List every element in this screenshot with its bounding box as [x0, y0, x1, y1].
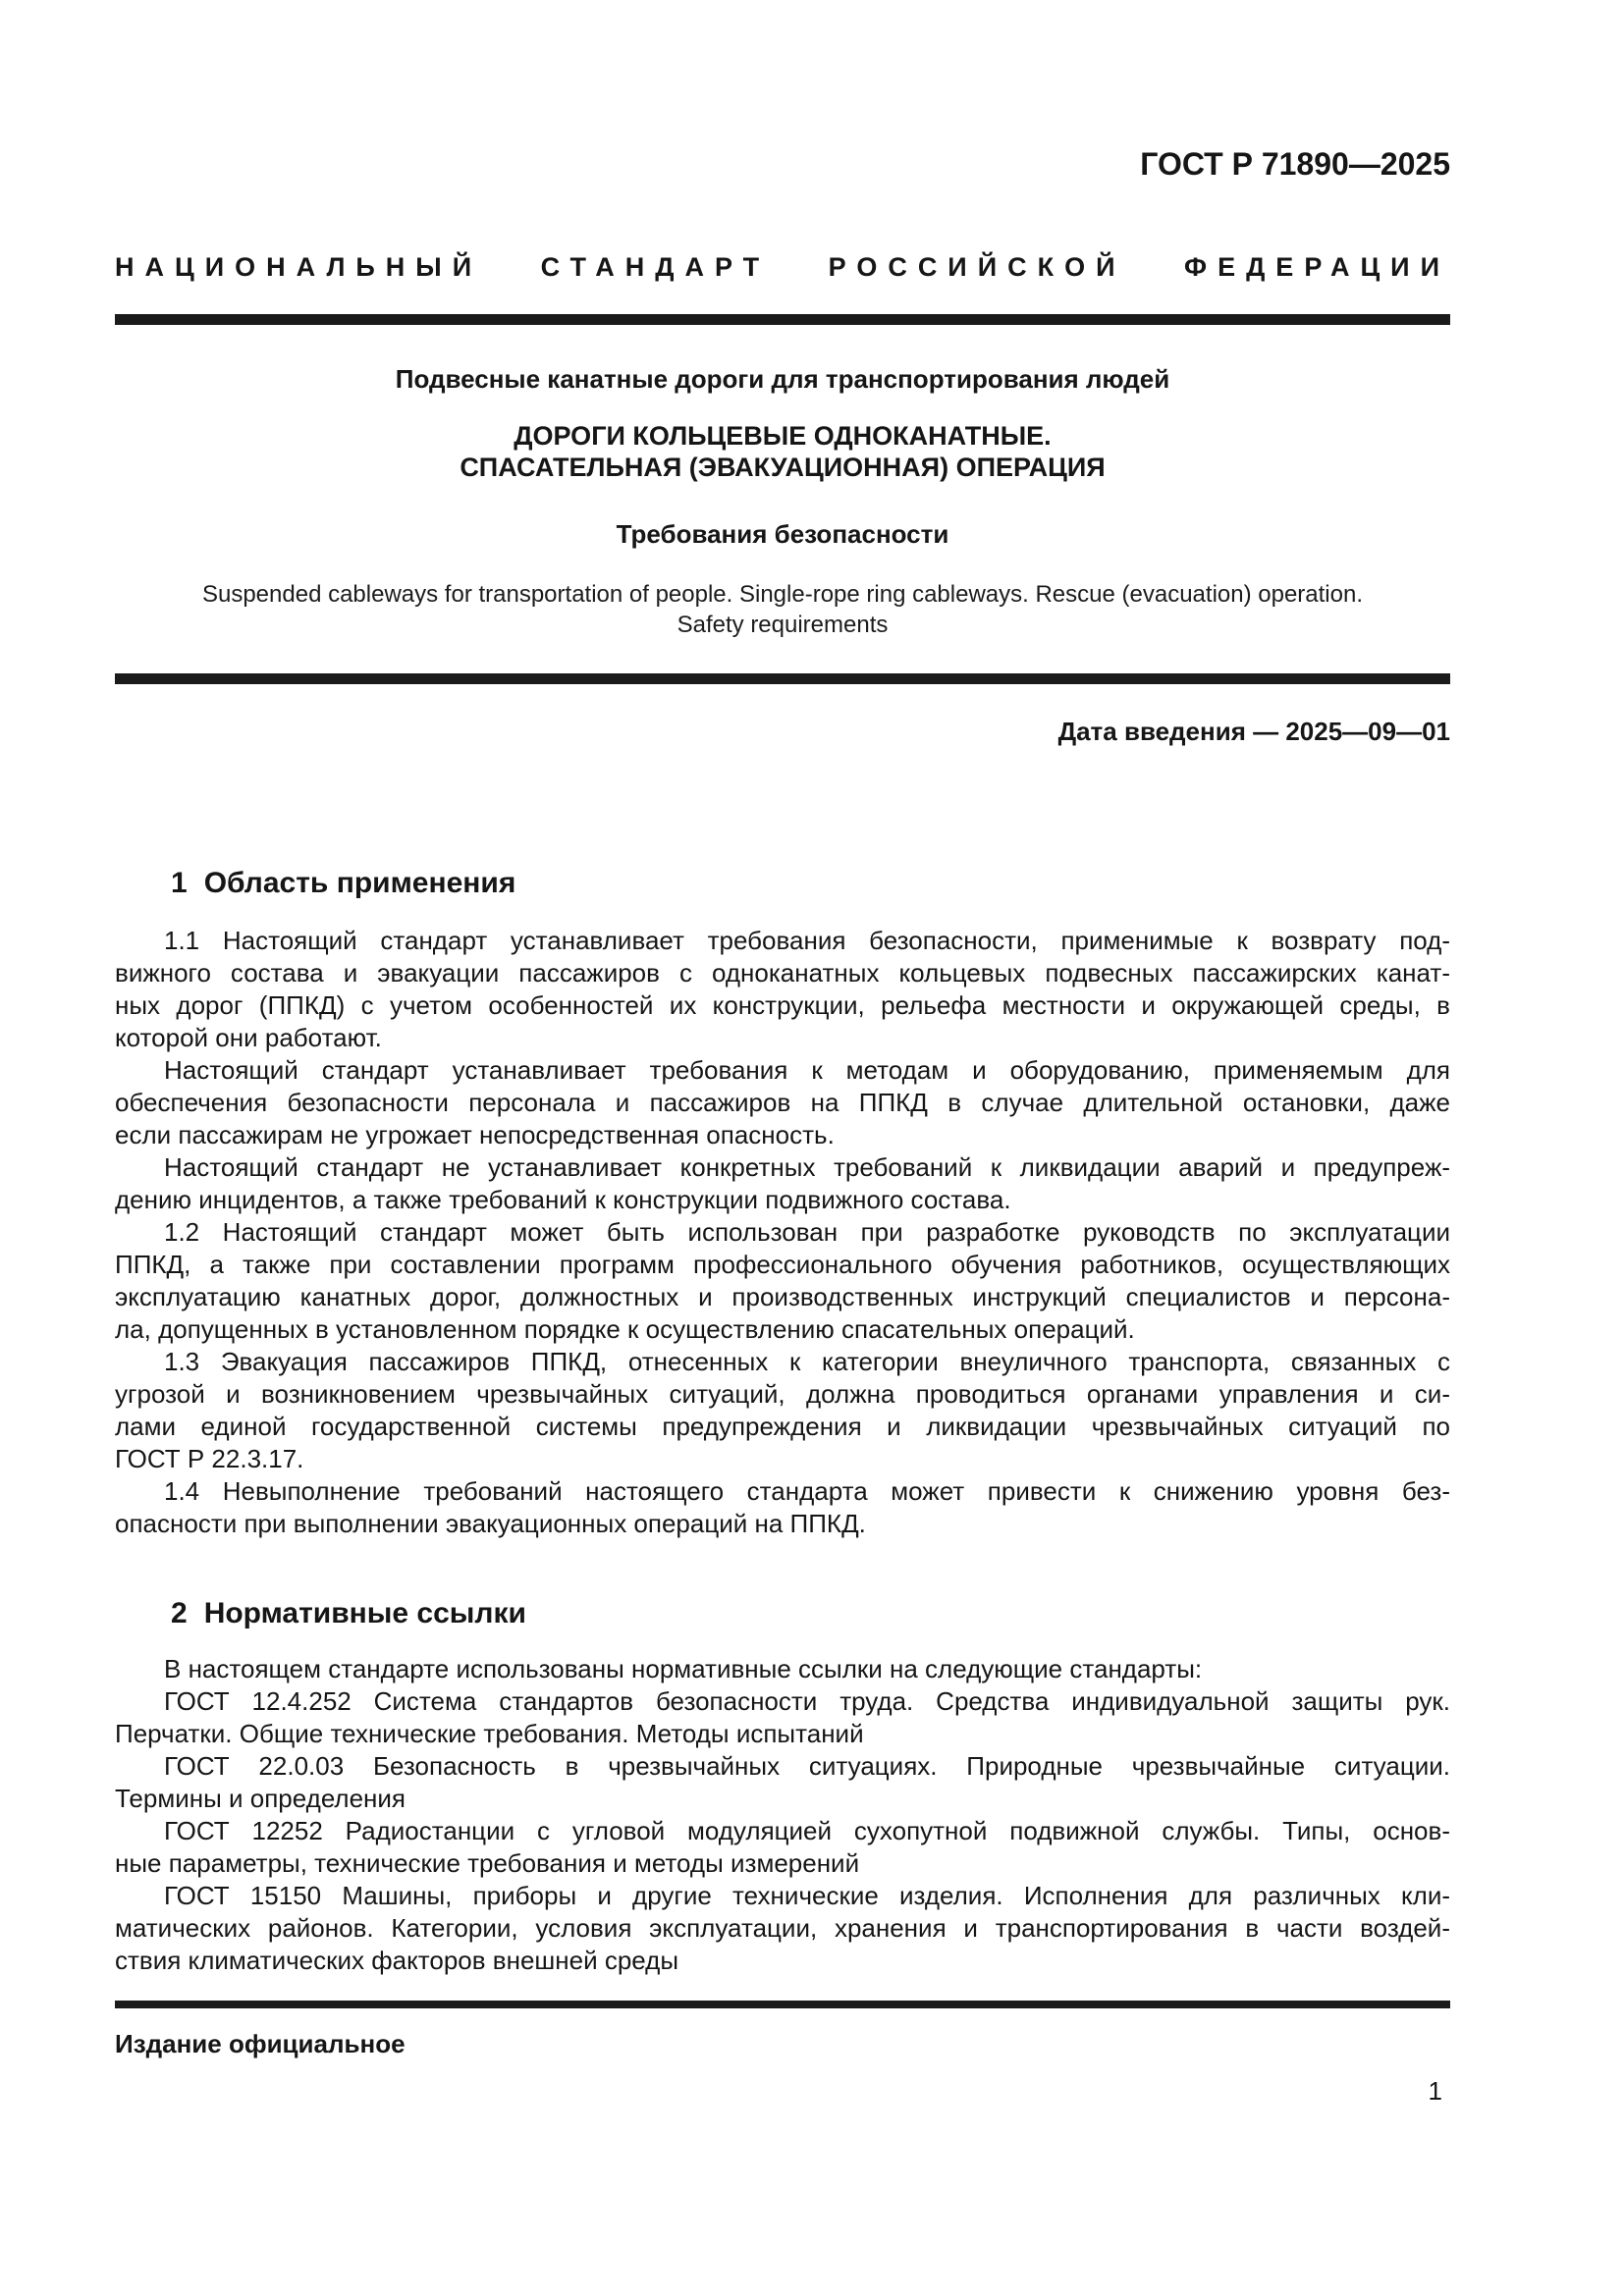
text-line: ных дорог (ППКД) с учетом особенностей их конструкции, рельефа местности и окружающей среды, в	[115, 990, 1450, 1020]
divider-bar-footer	[115, 2001, 1450, 2008]
section-heading-references	[115, 1596, 1506, 1631]
text-line: вижного состава и эвакуации пассажиров с одноканатных кольцевых подвесных пассажирских канат-	[115, 958, 1450, 988]
text-line: матических районов. Категории, условия эксплуатации, хранения и транспортирования в части воздей-	[115, 1913, 1450, 1943]
text-line: если пассажирам не угрожает непосредственная опасность.	[115, 1120, 835, 1149]
english-title-line: Suspended cableways for transportation of people. Single-rope ring cableways. Rescue (evacuation) operation.	[201, 581, 1364, 608]
divider-bar-top	[115, 314, 1450, 325]
text-line: 1.2 Настоящий стандарт может быть использован при разработке руководств по эксплуатации	[164, 1217, 1450, 1247]
section-title: Нормативные ссылки	[203, 1597, 526, 1629]
text-line: ГОСТ 15150 Машины, приборы и другие технические изделия. Исполнения для различных кли-	[164, 1881, 1450, 1910]
divider-bar-middle	[115, 673, 1450, 684]
text-line: 1.3 Эвакуация пассажиров ППКД, отнесенных к категории внеуличного транспорта, связанных с	[164, 1347, 1450, 1376]
text-line: угрозой и возникновением чрезвычайных ситуаций, должна проводиться органами управления и си-	[115, 1379, 1450, 1409]
paragraph	[115, 1880, 1450, 1977]
text-line: ППКД, а также при составлении программ профессионального обучения работников, осуществляющих	[115, 1250, 1450, 1279]
text-line: ГОСТ 22.0.03 Безопасность в чрезвычайных ситуациях. Природные чрезвычайные ситуации.	[164, 1751, 1450, 1781]
page-number: 1	[1428, 2076, 1442, 2106]
text-line: 1.4 Невыполнение требований настоящего стандарта может привести к снижению уровня без-	[164, 1476, 1450, 1506]
standard-subtitle: Требования безопасности	[616, 519, 949, 549]
text-line: опасности при выполнении эвакуационных операций на ППКД.	[115, 1509, 866, 1538]
main-title-line: СПАСАТЕЛЬНАЯ (ЭВАКУАЦИОННАЯ) ОПЕРАЦИЯ	[460, 453, 1106, 482]
paragraph	[115, 1750, 1450, 1815]
text-line: обеспечения безопасности персонала и пассажиров на ППКД в случае длительной остановки, даже	[115, 1088, 1450, 1117]
text-line: которой они работают.	[115, 1023, 382, 1052]
standard-group-title: Подвесные канатные дороги для транспортирования людей	[395, 364, 1170, 394]
national-standard-banner: НАЦИОНАЛЬНЫЙ СТАНДАРТ РОССИЙСКОЙ ФЕДЕРАЦИИ	[115, 252, 1450, 282]
text-line: ные параметры, технические требования и методы измерений	[115, 1848, 860, 1878]
text-line: В настоящем стандарте использованы нормативные ссылки на следующие стандарты:	[164, 1654, 1203, 1683]
paragraph	[115, 1475, 1450, 1540]
doc-number: ГОСТ Р 71890—2025	[1140, 146, 1450, 182]
text-line: Термины и определения	[115, 1784, 406, 1813]
english-title-line: Safety requirements	[677, 612, 889, 638]
section-scope-body	[115, 925, 1450, 1540]
text-line: ствия климатических факторов внешней среды	[115, 1946, 679, 1975]
text-line: дению инцидентов, а также требований к конструкции подвижного состава.	[115, 1185, 1011, 1214]
paragraph	[115, 1151, 1450, 1216]
main-title-line: ДОРОГИ КОЛЬЦЕВЫЕ ОДНОКАНАТНЫЕ.	[514, 421, 1052, 451]
section-number: 1	[171, 867, 188, 899]
section-title: Область применения	[203, 867, 516, 899]
paragraph	[115, 1685, 1450, 1750]
text-line: ГОСТ 12.4.252 Система стандартов безопасности труда. Средства индивидуальной защиты рук.	[164, 1686, 1450, 1716]
introduction-date: Дата введения — 2025—09—01	[1057, 717, 1450, 746]
text-line: Перчатки. Общие технические требования. Методы испытаний	[115, 1719, 864, 1748]
paragraph	[115, 1054, 1450, 1151]
paragraph	[115, 1216, 1450, 1346]
text-line: Настоящий стандарт не устанавливает конкретных требований к ликвидации аварий и предупреж-	[164, 1152, 1450, 1182]
text-line: 1.1 Настоящий стандарт устанавливает требования безопасности, применимые к возврату под-	[164, 926, 1450, 955]
text-line: ГОСТ Р 22.3.17.	[115, 1444, 304, 1473]
official-edition-label: Издание официальное	[115, 2029, 406, 2058]
text-line: лами единой государственной системы предупреждения и ликвидации чрезвычайных ситуаций по	[115, 1412, 1450, 1441]
paragraph	[115, 1815, 1450, 1880]
standard-main-title	[115, 420, 1450, 483]
section-references-body	[115, 1653, 1450, 1977]
standard-title-english	[115, 579, 1450, 640]
paragraph	[115, 925, 1450, 1054]
text-line: Настоящий стандарт устанавливает требования к методам и оборудованию, применяемым для	[164, 1055, 1450, 1085]
section-heading-scope	[115, 866, 1506, 901]
section-number: 2	[171, 1597, 188, 1629]
paragraph	[115, 1653, 1450, 1685]
paragraph	[115, 1346, 1450, 1475]
text-line: ла, допущенных в установленном порядке к осуществлению спасательных операций.	[115, 1314, 1135, 1344]
text-line: эксплуатацию канатных дорог, должностных и производственных инструкций специалистов и персона-	[115, 1282, 1450, 1311]
text-line: ГОСТ 12252 Радиостанции с угловой модуляцией сухопутной подвижной службы. Типы, основ-	[164, 1816, 1450, 1845]
